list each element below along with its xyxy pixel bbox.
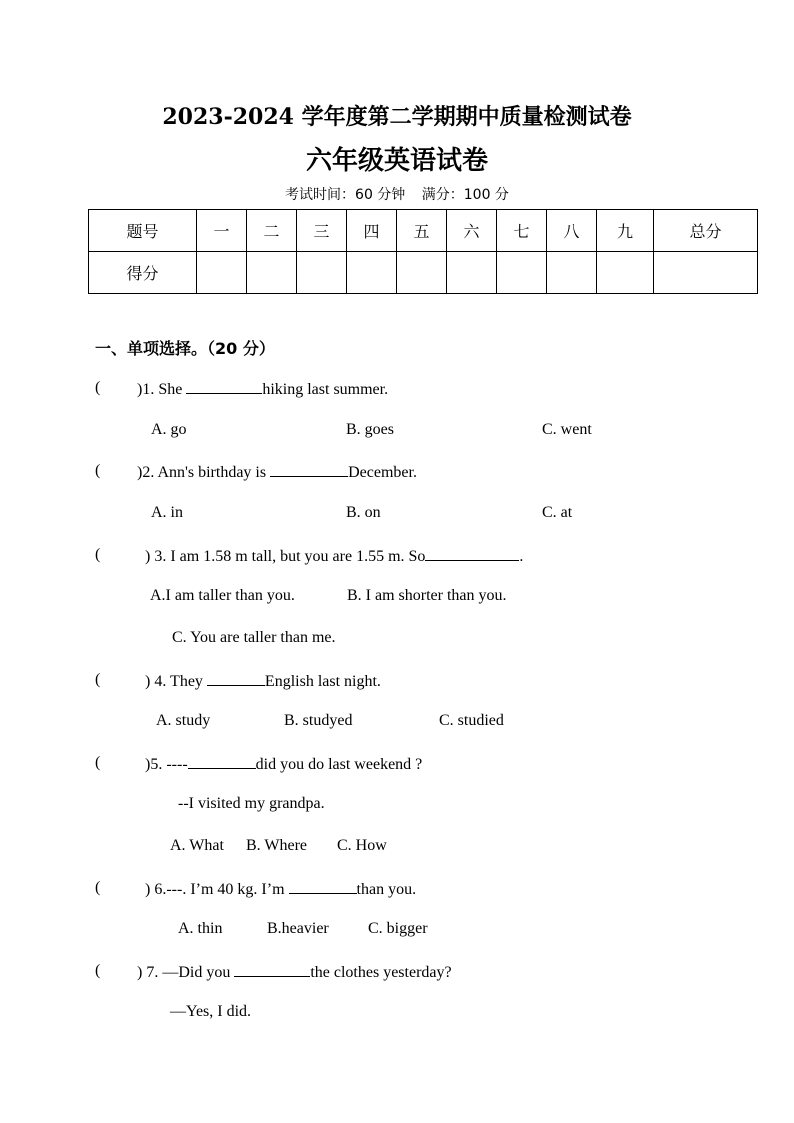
option-a[interactable]: A. in [151,504,183,521]
question-2 [137,462,417,482]
score-row-label: 得分 [89,252,197,294]
option-b[interactable]: B.heavier [267,920,329,937]
option-c[interactable]: C. went [542,421,592,438]
score-cell[interactable] [297,252,347,294]
answer-blank[interactable] [425,546,519,561]
question-tail: hiking last summer. [262,381,389,398]
question-5-reply: --I visited my grandpa. [178,795,325,812]
score-table-header-row [89,210,758,252]
option-c[interactable]: C. bigger [368,920,428,937]
answer-paren[interactable]: ( [95,379,101,396]
answer-blank[interactable] [270,462,348,477]
header-cell: 九 [597,210,654,252]
option-a[interactable]: A.I am taller than you. [150,587,295,604]
option-b[interactable]: B. studyed [284,712,353,729]
header-cell: 总分 [654,210,758,252]
score-cell[interactable] [397,252,447,294]
answer-paren[interactable]: ( [95,879,101,896]
option-b[interactable]: B. I am shorter than you. [347,587,507,604]
header-cell: 四 [347,210,397,252]
score-cell[interactable] [247,252,297,294]
question-tail: . [519,548,524,565]
answer-blank[interactable] [207,671,265,686]
question-stem: ) 4. They [145,673,203,690]
question-tail: did you do last weekend ? [255,756,423,773]
answer-blank[interactable] [289,879,357,894]
answer-paren[interactable]: ( [95,546,101,563]
question-tail: December. [348,464,417,481]
question-3 [145,546,523,566]
option-a[interactable]: A. thin [178,920,223,937]
option-b[interactable]: B. on [346,504,381,521]
question-5 [145,754,422,774]
header-cell: 一 [197,210,247,252]
answer-paren[interactable]: ( [95,462,101,479]
option-c[interactable]: C. You are taller than me. [172,629,336,646]
header-cell: 题号 [89,210,197,252]
header-cell: 八 [547,210,597,252]
question-stem: ) 3. I am 1.58 m tall, but you are 1.55 m. So [145,548,426,565]
question-tail: English last night. [264,673,381,690]
option-c[interactable]: C. at [542,504,573,521]
section-heading: 一、单项选择。（20 分） [95,339,275,358]
question-tail: than you. [356,881,417,898]
question-tail: the clothes yesterday? [310,964,452,981]
exam-title: 2023-2024 学年度第二学期期中质量检测试卷 [162,104,632,130]
option-b[interactable]: B. goes [346,421,394,438]
question-7 [137,962,452,982]
option-c[interactable]: C. How [337,837,387,854]
header-cell: 三 [297,210,347,252]
exam-info [0,184,794,204]
score-cell[interactable] [497,252,547,294]
question-stem: )5. ---- [145,756,188,773]
score-table-score-row [89,252,758,294]
question-6 [145,879,416,899]
answer-paren[interactable]: ( [95,671,101,688]
question-stem: )2. Ann's birthday is [137,464,267,481]
header-cell: 二 [247,210,297,252]
score-cell[interactable] [597,252,654,294]
answer-blank[interactable] [234,962,310,977]
answer-paren[interactable]: ( [95,754,101,771]
score-cell[interactable] [447,252,497,294]
option-a[interactable]: A. study [156,712,211,729]
score-table [88,209,758,294]
option-a[interactable]: A. What [170,837,224,854]
header-cell: 六 [447,210,497,252]
score-cell[interactable] [197,252,247,294]
score-cell[interactable] [547,252,597,294]
question-1 [137,379,388,399]
score-label: 满分：100 分 [421,187,509,203]
option-a[interactable]: A. go [151,421,187,438]
time-label: 考试时间：60 分钟 [285,187,406,203]
question-7-reply: —Yes, I did. [170,1003,252,1020]
score-cell[interactable] [347,252,397,294]
option-c[interactable]: C. studied [439,712,504,729]
score-cell[interactable] [654,252,758,294]
question-4 [145,671,381,691]
header-cell: 七 [497,210,547,252]
question-stem: ) 6.---. I’m 40 kg. I’m [145,881,285,898]
header-cell: 五 [397,210,447,252]
exam-subtitle: 六年级英语试卷 [305,146,488,176]
option-b[interactable]: B. Where [246,837,308,854]
question-stem: )1. She [137,381,183,398]
answer-paren[interactable]: ( [95,962,101,979]
answer-blank[interactable] [188,754,256,769]
answer-blank[interactable] [186,379,262,394]
question-stem: ) 7. —Did you [137,964,231,981]
